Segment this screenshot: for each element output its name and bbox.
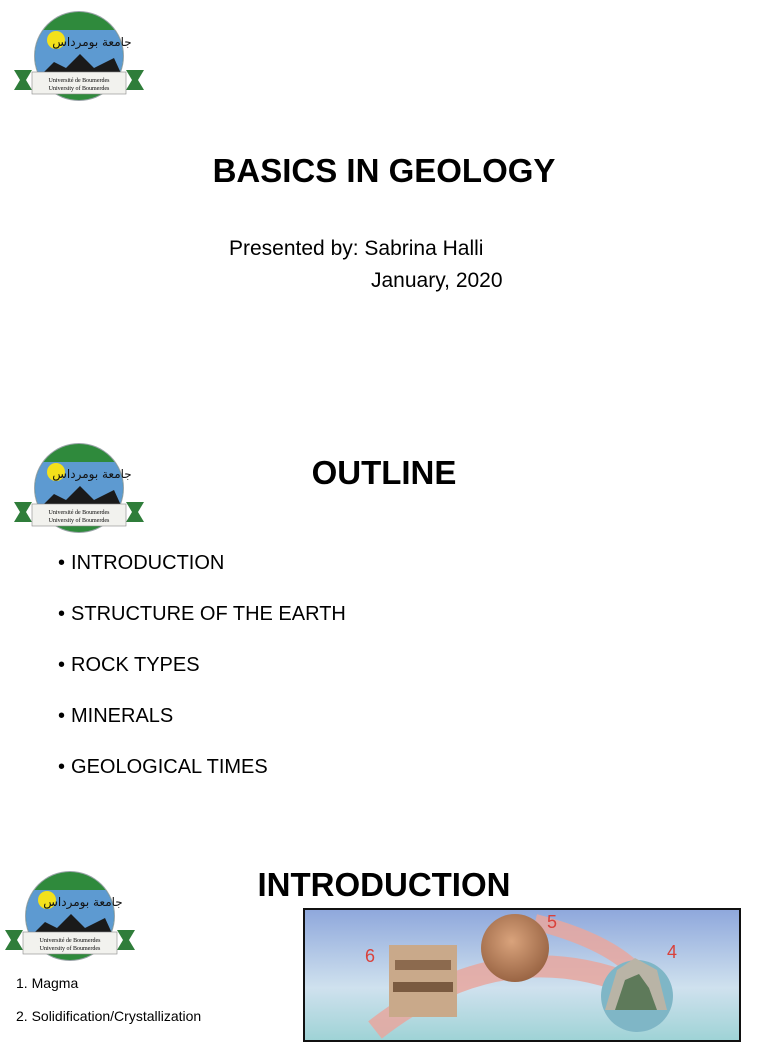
logo-arabic-text: جامعة بومرداس bbox=[52, 35, 132, 49]
outline-item-rock-types: • ROCK TYPES bbox=[58, 654, 346, 705]
cycle-label-6: 6 bbox=[365, 946, 376, 966]
outline-title: OUTLINE bbox=[311, 454, 457, 491]
logo-line-fr: Université de Boumerdes bbox=[48, 510, 110, 516]
step-solidification: 2. Solidification/Crystallization bbox=[16, 1008, 202, 1024]
logo-line-fr: Université de Boumerdes bbox=[48, 78, 110, 84]
cycle-label-5: 5 bbox=[547, 912, 558, 932]
logo-line-fr: Université de Boumerdes bbox=[39, 938, 101, 944]
logo-line-en: University of Boumerdes bbox=[48, 86, 110, 92]
introduction-title: INTRODUCTION bbox=[257, 866, 511, 903]
title-slide bbox=[0, 0, 768, 420]
presentation-title: BASICS IN GEOLOGY bbox=[212, 152, 556, 189]
outline-list bbox=[58, 552, 346, 807]
university-logo bbox=[14, 10, 144, 102]
outline-item-minerals: • MINERALS bbox=[58, 705, 346, 756]
step-magma: 1. Magma bbox=[16, 975, 79, 991]
outline-item-introduction: • INTRODUCTION bbox=[58, 552, 346, 603]
outline-item-structure: • STRUCTURE OF THE EARTH bbox=[58, 603, 346, 654]
presentation-date: January, 2020 bbox=[371, 269, 503, 292]
outline-item-geological-times: • GEOLOGICAL TIMES bbox=[58, 756, 346, 807]
logo-line-en: University of Boumerdes bbox=[39, 946, 101, 952]
logo-arabic-text: جامعة بومرداس bbox=[43, 895, 123, 909]
logo-arabic-text: جامعة بومرداس bbox=[52, 467, 132, 481]
rock-cycle-steps bbox=[16, 975, 201, 1041]
presenter-name: Presented by: Sabrina Halli bbox=[229, 237, 484, 260]
mineral-sample-image bbox=[481, 914, 549, 982]
rock-cycle-diagram bbox=[303, 908, 741, 1042]
sedimentary-rock-image bbox=[389, 945, 457, 1017]
logo-line-en: University of Boumerdes bbox=[48, 518, 110, 524]
outline-slide bbox=[0, 432, 768, 827]
introduction-slide bbox=[0, 858, 768, 1024]
cycle-label-4: 4 bbox=[667, 942, 678, 962]
